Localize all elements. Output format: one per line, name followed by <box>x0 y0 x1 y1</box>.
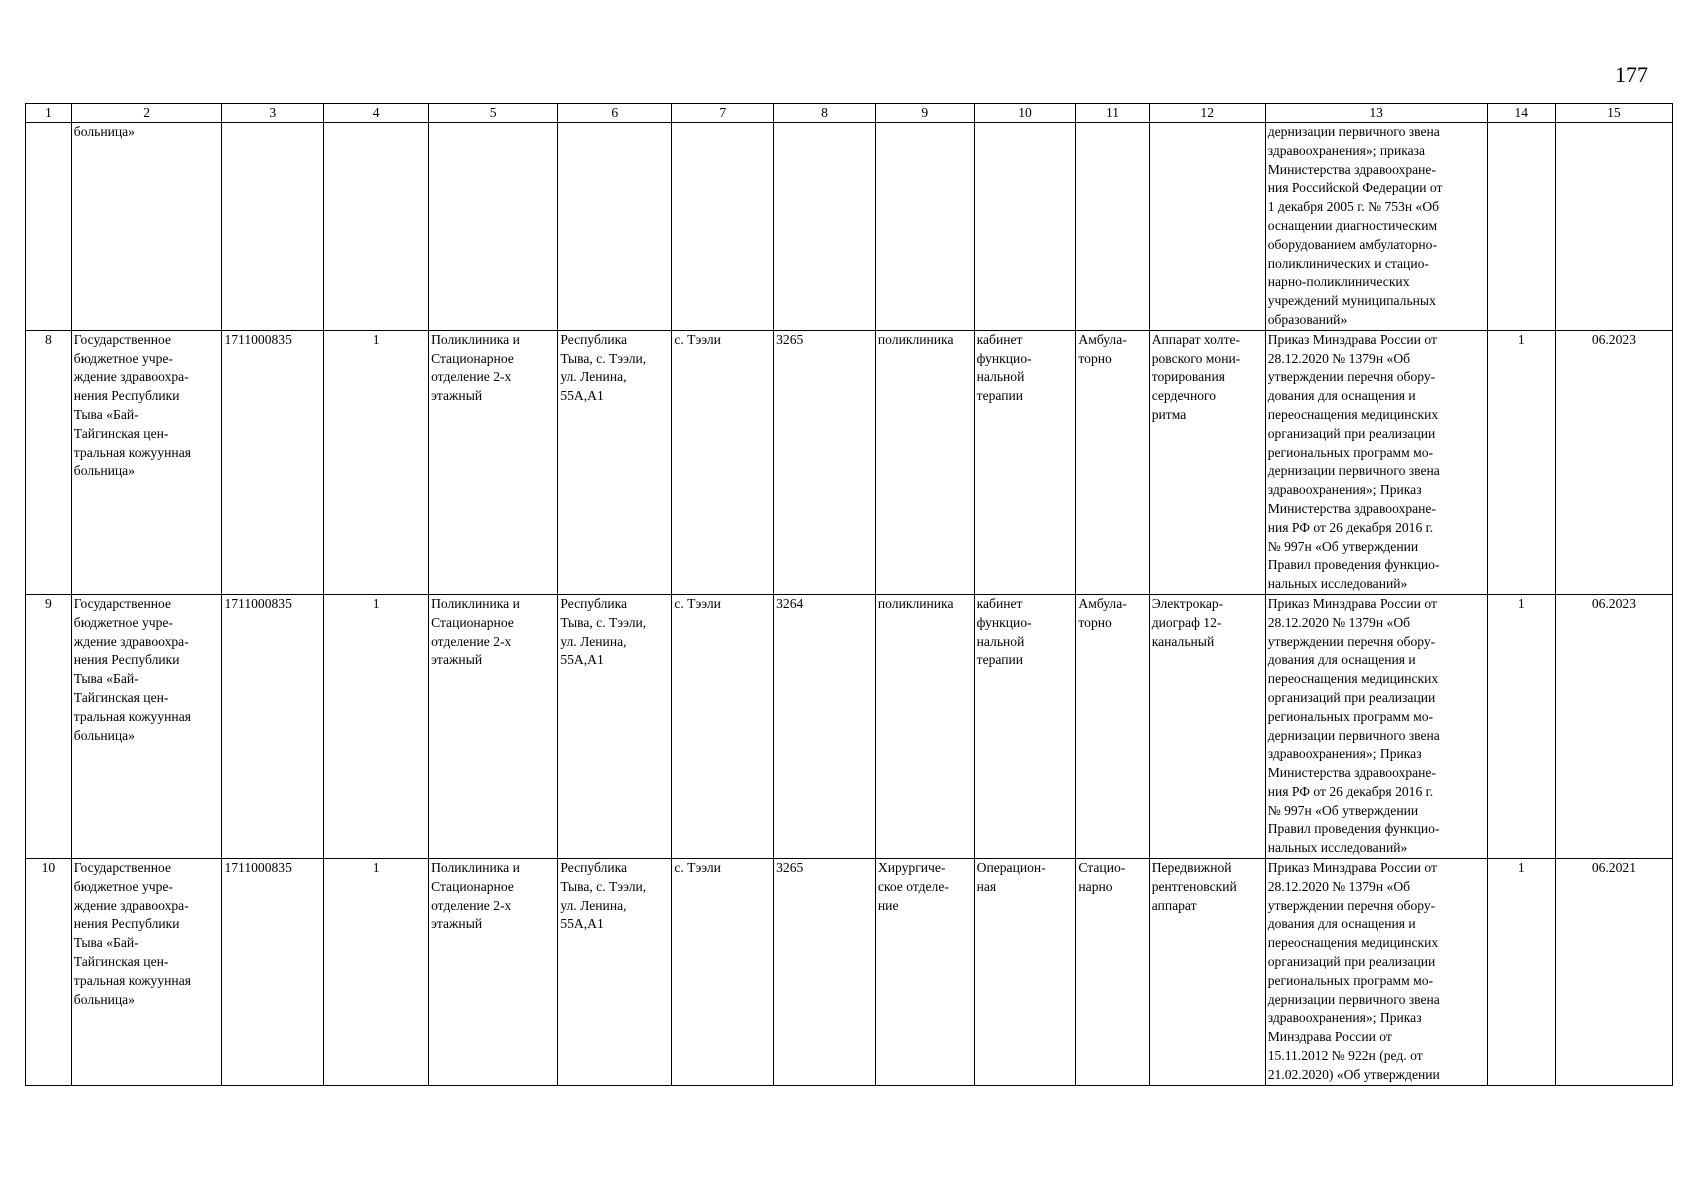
code-cell: 3264 <box>774 594 876 858</box>
table-cell <box>429 123 558 331</box>
care-type-cell: Амбула- торно <box>1076 594 1149 858</box>
regulation-cell: Приказ Минздрава России от 28.12.2020 № 1379н «Об утверждении перечня обору- дования для оснащения и переоснащения медицинских организаций при реализации региональных программ мо- дернизации первичного звена здравоохранения»; Приказ Минздрава России от 15.11.2012 № 922н (ред. от 21.02.2020) «Об утверждении <box>1265 859 1487 1086</box>
regulation-cell: Приказ Минздрава России от 28.12.2020 № 1379н «Об утверждении перечня обору- дования для оснащения и переоснащения медицинских организаций при реализации региональных программ мо- дернизации первичного звена здравоохранения»; Приказ Министерства здравоохране- ния РФ от 26 декабря 2016 г. № 997н «Об утверждении Правил проведения функцио- нальных исследований» <box>1265 594 1487 858</box>
column-header: 5 <box>429 104 558 123</box>
room-cell: кабинет функцио- нальной терапии <box>974 594 1076 858</box>
column-header: 4 <box>324 104 429 123</box>
settlement-cell: с. Тээли <box>672 859 774 1086</box>
table-cell <box>774 123 876 331</box>
column-header: 9 <box>875 104 974 123</box>
count-cell: 1 <box>324 330 429 594</box>
column-header: 12 <box>1149 104 1265 123</box>
equipment-cell: Аппарат холте- ровского мони- торирования сердечного ритма <box>1149 330 1265 594</box>
table-cell <box>974 123 1076 331</box>
row-number-cell: 9 <box>26 594 72 858</box>
column-header: 8 <box>774 104 876 123</box>
table-cell <box>558 123 672 331</box>
column-header: 15 <box>1555 104 1672 123</box>
settlement-cell: с. Тээли <box>672 594 774 858</box>
building-cell: Поликлиника и Стационарное отделение 2-х этажный <box>429 859 558 1086</box>
date-cell: 06.2021 <box>1555 859 1672 1086</box>
care-type-cell: Амбула- торно <box>1076 330 1149 594</box>
column-header: 11 <box>1076 104 1149 123</box>
page-number: 177 <box>1615 62 1648 87</box>
room-cell: кабинет функцио- нальной терапии <box>974 330 1076 594</box>
code-cell: 3265 <box>774 330 876 594</box>
table-cell <box>324 123 429 331</box>
equipment-cell: Передвижной рентгеновский аппарат <box>1149 859 1265 1086</box>
column-header: 6 <box>558 104 672 123</box>
table-cell <box>672 123 774 331</box>
continuation-row <box>26 123 1673 331</box>
column-header: 3 <box>222 104 324 123</box>
table-cell <box>1555 123 1672 331</box>
table-cell <box>1076 123 1149 331</box>
column-header: 13 <box>1265 104 1487 123</box>
institution-cell: больница» <box>71 123 222 331</box>
column-number-row <box>26 104 1673 123</box>
date-cell: 06.2023 <box>1555 594 1672 858</box>
department-cell: Хирургиче- ское отделе- ние <box>875 859 974 1086</box>
count-cell: 1 <box>324 594 429 858</box>
settlement-cell: с. Тээли <box>672 330 774 594</box>
column-header: 2 <box>71 104 222 123</box>
building-cell: Поликлиника и Стационарное отделение 2-х этажный <box>429 330 558 594</box>
code-cell: 3265 <box>774 859 876 1086</box>
inn-cell: 1711000835 <box>222 330 324 594</box>
column-header: 1 <box>26 104 72 123</box>
department-cell: поликлиника <box>875 330 974 594</box>
column-header: 10 <box>974 104 1076 123</box>
column-header: 7 <box>672 104 774 123</box>
row-number-cell: 8 <box>26 330 72 594</box>
inn-cell: 1711000835 <box>222 859 324 1086</box>
row-number-cell: 10 <box>26 859 72 1086</box>
quantity-cell: 1 <box>1487 859 1555 1086</box>
inn-cell: 1711000835 <box>222 594 324 858</box>
institution-cell: Государственное бюджетное учре- ждение здравоохра- нения Республики Тыва «Бай- Тайгинская цен- тральная кожуунная больница» <box>71 594 222 858</box>
table-cell <box>875 123 974 331</box>
column-header: 14 <box>1487 104 1555 123</box>
equipment-table <box>25 103 1673 1086</box>
regulation-cell: Приказ Минздрава России от 28.12.2020 № 1379н «Об утверждении перечня обору- дования для оснащения и переоснащения медицинских организаций при реализации региональных программ мо- дернизации первичного звена здравоохранения»; Приказ Министерства здравоохране- ния РФ от 26 декабря 2016 г. № 997н «Об утверждении Правил проведения функцио- нальных исследований» <box>1265 330 1487 594</box>
table-row <box>26 330 1673 594</box>
address-cell: Республика Тыва, с. Тээли, ул. Ленина, 55А,А1 <box>558 859 672 1086</box>
table-row <box>26 594 1673 858</box>
table-cell <box>222 123 324 331</box>
table-cell <box>1487 123 1555 331</box>
department-cell: поликлиника <box>875 594 974 858</box>
date-cell: 06.2023 <box>1555 330 1672 594</box>
institution-cell: Государственное бюджетное учре- ждение здравоохра- нения Республики Тыва «Бай- Тайгинская цен- тральная кожуунная больница» <box>71 859 222 1086</box>
address-cell: Республика Тыва, с. Тээли, ул. Ленина, 55А,А1 <box>558 330 672 594</box>
quantity-cell: 1 <box>1487 330 1555 594</box>
address-cell: Республика Тыва, с. Тээли, ул. Ленина, 55А,А1 <box>558 594 672 858</box>
regulation-cell: дернизации первичного звена здравоохранения»; приказа Министерства здравоохране- ния Российской Федерации от 1 декабря 2005 г. № 753н «Об оснащении диагностическим оборудованием амбулаторно- поликлинических и стацио- нарно-поликлинических учреждений муниципальных образований» <box>1265 123 1487 331</box>
count-cell: 1 <box>324 859 429 1086</box>
institution-cell: Государственное бюджетное учре- ждение здравоохра- нения Республики Тыва «Бай- Тайгинская цен- тральная кожуунная больница» <box>71 330 222 594</box>
quantity-cell: 1 <box>1487 594 1555 858</box>
care-type-cell: Стацио- нарно <box>1076 859 1149 1086</box>
table-row <box>26 859 1673 1086</box>
table-cell <box>1149 123 1265 331</box>
building-cell: Поликлиника и Стационарное отделение 2-х этажный <box>429 594 558 858</box>
equipment-cell: Электрокар- диограф 12- канальный <box>1149 594 1265 858</box>
room-cell: Операцион- ная <box>974 859 1076 1086</box>
table-cell <box>26 123 72 331</box>
